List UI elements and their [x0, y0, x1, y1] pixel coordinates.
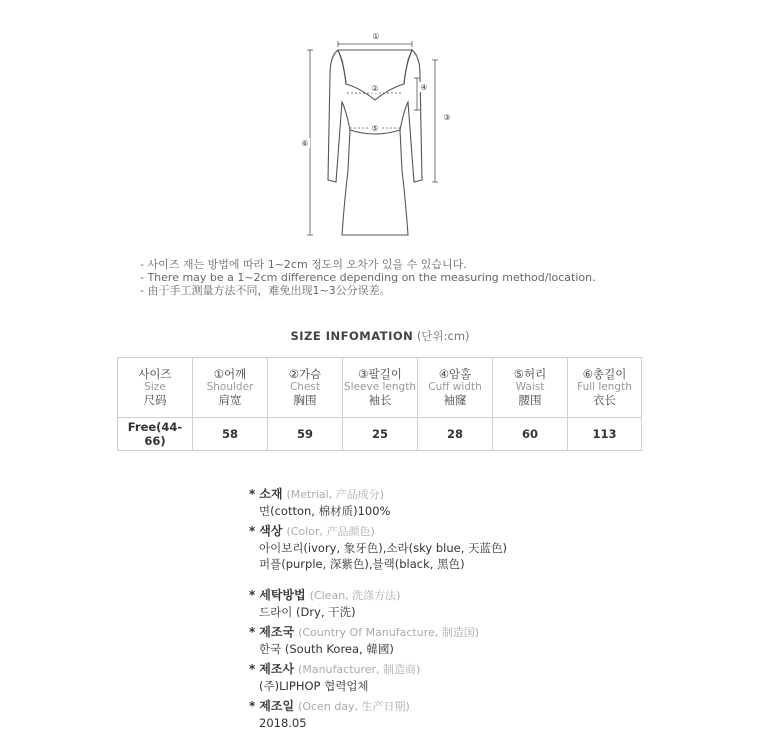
spec-country: * 제조국 (Country Of Manufacture, 制造国) 한국 (South Korea, 韓國): [249, 624, 507, 657]
marker-2: ②: [371, 84, 379, 93]
marker-3: ③: [443, 113, 451, 122]
spec-color-value-1: 아이보리(ivory, 象牙色),소라(sky blue, 天蓝色): [259, 541, 508, 555]
spec-color-value-2: 퍼플(purple, 深紫色),블랙(black, 黑色): [259, 557, 465, 571]
spec-manufacturer-value: (주)LIPHOP 협력업체: [259, 679, 369, 693]
spec-date-value: 2018.05: [259, 716, 307, 730]
note-chinese: - 由于手工测量方法不同，难免出现1~3公分误差。: [140, 284, 391, 297]
spec-manufacturer: * 제조사 (Manufacturer, 制造商) (주)LIPHOP 협력업체: [249, 661, 507, 694]
star-icon: *: [249, 662, 256, 676]
cell-full-length: 113: [568, 418, 642, 451]
spec-date: * 제조일 (Ocen day, 生产日期) 2018.05: [249, 698, 507, 731]
size-info-unit: (단위:cm): [416, 329, 470, 343]
cell-shoulder: 58: [193, 418, 268, 451]
spec-washing-value: 드라이 (Dry, 干洗): [259, 605, 356, 619]
note-english: - There may be a 1~2cm difference depending on the measuring method/location.: [140, 271, 596, 284]
header-waist: ⑤허리 Waist 腰围: [493, 358, 568, 418]
measurement-notes: [140, 258, 596, 297]
spec-country-value: 한국 (South Korea, 韓國): [259, 642, 394, 656]
marker-1: ①: [372, 32, 380, 41]
spec-washing: * 세탁방법 (Clean, 洗涤方法) 드라이 (Dry, 干洗): [249, 587, 507, 620]
header-shoulder: ①어깨 Shoulder 肩宽: [193, 358, 268, 418]
spec-material-value: 면(cotton, 棉材质)100%: [259, 504, 391, 518]
star-icon: *: [249, 487, 256, 501]
size-info-title: [0, 328, 760, 344]
marker-5: ⑤: [371, 124, 379, 133]
header-sleeve-length: ③팔길이 Sleeve length 袖长: [343, 358, 418, 418]
product-specs: [249, 486, 507, 735]
dress-outline: [328, 50, 422, 235]
note-korean: - 사이즈 재는 방법에 따라 1~2cm 정도의 오차가 있을 수 있습니다.: [140, 258, 467, 271]
cell-waist: 60: [493, 418, 568, 451]
header-size: 사이즈 Size 尺码: [118, 358, 193, 418]
size-table: [117, 357, 642, 451]
cell-chest: 59: [268, 418, 343, 451]
cell-sleeve-length: 25: [343, 418, 418, 451]
spec-material: * 소재 (Metrial, 产品成分) 면(cotton, 棉材质)100%: [249, 486, 507, 519]
header-cuff-width: ④암홀 Cuff width 袖窿: [418, 358, 493, 418]
header-full-length: ⑥총길이 Full length 衣长: [568, 358, 642, 418]
star-icon: *: [249, 524, 256, 538]
marker-6: ⑥: [301, 139, 309, 148]
size-info-heading: SIZE INFOMATION: [290, 329, 414, 343]
star-icon: *: [249, 699, 256, 713]
marker-4: ④: [420, 83, 428, 92]
cell-cuff-width: 28: [418, 418, 493, 451]
star-icon: *: [249, 588, 256, 602]
cell-size: Free(44-66): [118, 418, 193, 451]
header-chest: ②가슴 Chest 胸围: [268, 358, 343, 418]
spec-color: * 색상 (Color, 产品颜色) 아이보리(ivory, 象牙色),소라(sky blue, 天蓝色) 퍼플(purple, 深紫色),블랙(black, 黑色): [249, 524, 508, 571]
size-table-row: [118, 418, 642, 451]
star-icon: *: [249, 625, 256, 639]
dress-illustration: [280, 20, 480, 245]
size-table-header-row: [118, 358, 642, 418]
